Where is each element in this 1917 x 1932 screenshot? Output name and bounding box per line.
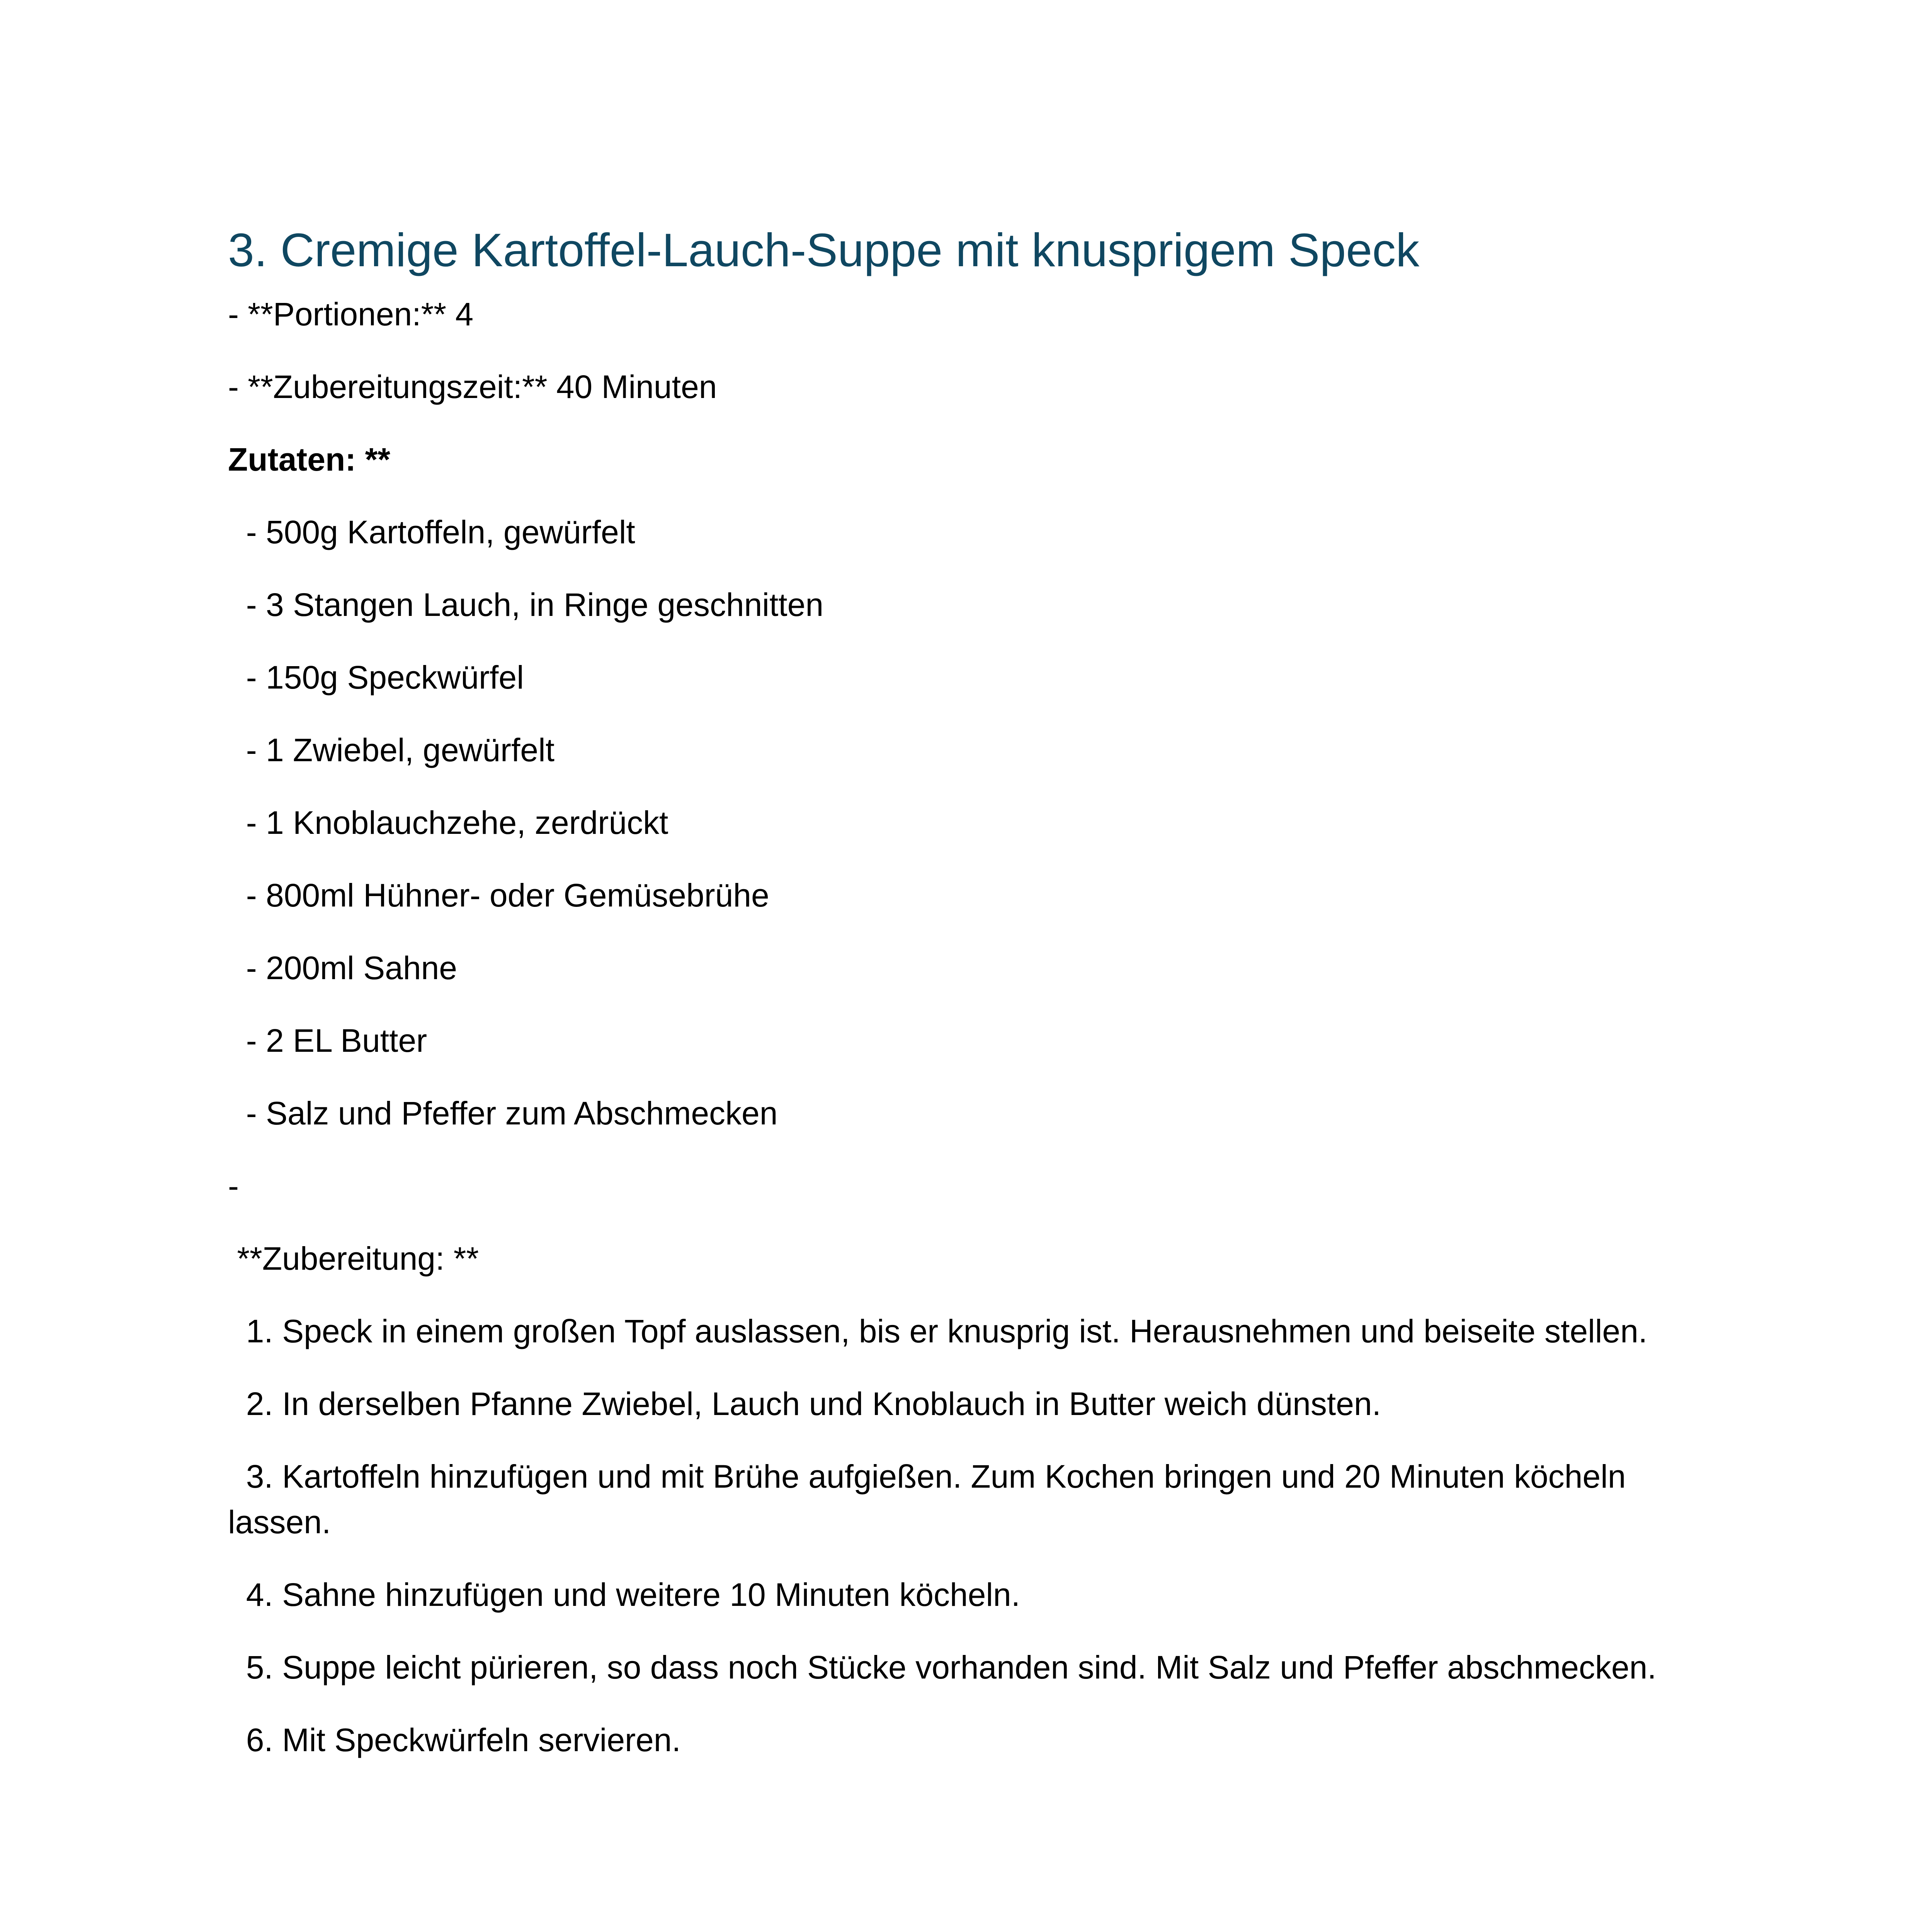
preparation-step: 1. Speck in einem großen Topf auslassen, bis er knusprig ist. Herausnehmen und beiseite stellen.: [228, 1313, 1648, 1350]
ingredient-item: - 800ml Hühner- oder Gemüsebrühe: [228, 877, 769, 914]
preparation-heading: **Zubereitung: **: [228, 1240, 479, 1277]
ingredient-item: - 2 EL Butter: [228, 1022, 427, 1059]
ingredient-item: - 3 Stangen Lauch, in Ringe geschnitten: [228, 587, 824, 623]
page-content: [228, 224, 1704, 1790]
ingredient-item: - 500g Kartoffeln, gewürfelt: [228, 514, 635, 551]
servings-line: - **Portionen:** 4: [228, 296, 474, 333]
ingredient-item: - 1 Knoblauchzehe, zerdrückt: [228, 804, 668, 841]
recipe-title: 3. Cremige Kartoffel-Lauch-Suppe mit knusprigem Speck: [228, 224, 1420, 276]
preparation-step: 4. Sahne hinzufügen und weitere 10 Minuten köcheln.: [228, 1577, 1021, 1613]
ingredients-heading: Zutaten: **: [228, 441, 390, 478]
prep-time-line: - **Zubereitungszeit:** 40 Minuten: [228, 369, 717, 405]
ingredient-item: - Salz und Pfeffer zum Abschmecken: [228, 1095, 778, 1132]
preparation-step: 2. In derselben Pfanne Zwiebel, Lauch und Knoblauch in Butter weich dünsten.: [228, 1386, 1381, 1422]
preparation-step: 5. Suppe leicht pürieren, so dass noch Stücke vorhanden sind. Mit Salz und Pfeffer abschmecken.: [228, 1649, 1657, 1686]
ingredient-item: - 1 Zwiebel, gewürfelt: [228, 732, 555, 769]
ingredient-item: - 150g Speckwürfel: [228, 659, 524, 696]
ingredient-item: - 200ml Sahne: [228, 950, 458, 986]
preparation-step: 3. Kartoffeln hinzufügen und mit Brühe aufgießen. Zum Kochen bringen und 20 Minuten köcheln lassen.: [228, 1458, 1635, 1541]
separator-line: -: [228, 1168, 239, 1204]
preparation-step: 6. Mit Speckwürfeln servieren.: [228, 1722, 681, 1759]
